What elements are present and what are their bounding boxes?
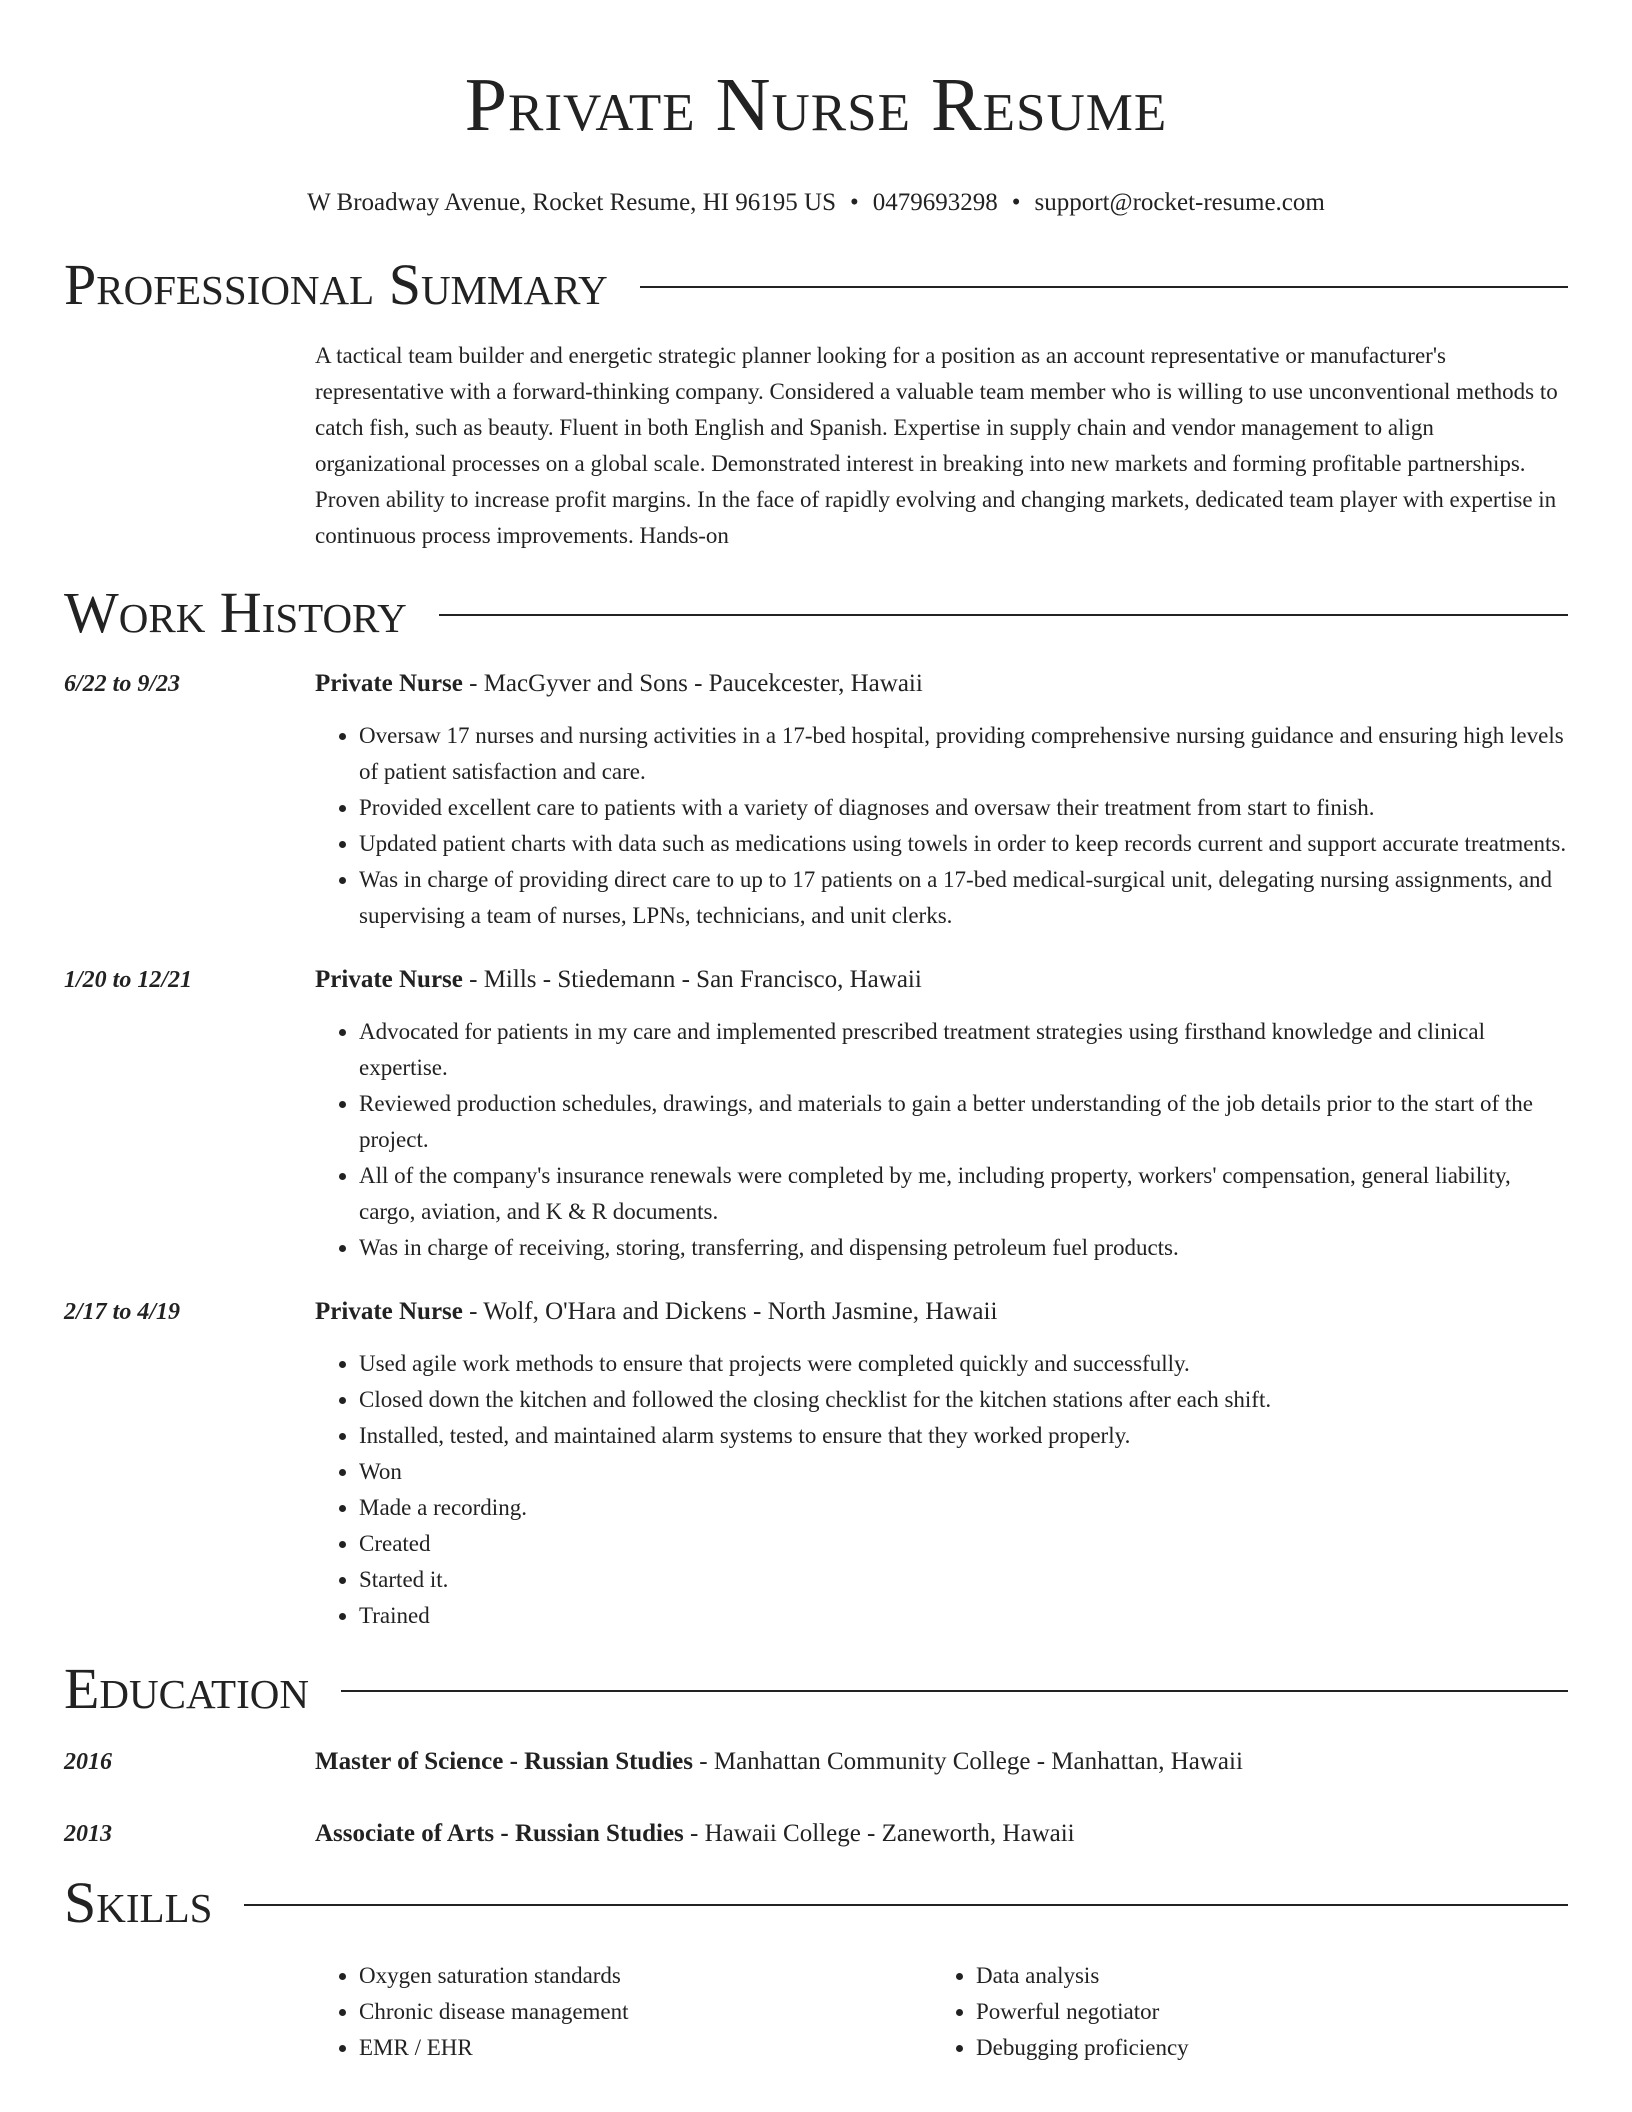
section-header-skills xyxy=(64,1870,1568,1936)
list-item: • Oversaw 17 nurses and nursing activities in a 17-bed hospital, providing comprehensive nursing guidance and ensuring high levels of patient satisfaction and care. xyxy=(359,718,1568,790)
job-employer: - Wolf, O'Hara and Dickens - North Jasmine, Hawaii xyxy=(462,1298,998,1325)
list-item: • Installed, tested, and maintained alarm systems to ensure that they worked properly. xyxy=(359,1418,1568,1454)
education-school: - Manhattan Community College - Manhattan, Hawaii xyxy=(693,1748,1243,1775)
job-dates: 2/17 to 4/19 xyxy=(64,1299,181,1325)
job-details xyxy=(315,666,1568,934)
job-bullets xyxy=(315,1346,1568,1634)
contact-email[interactable]: support@rocket-resume.com xyxy=(1034,189,1325,216)
job-heading xyxy=(315,962,1568,998)
list-item: • Trained xyxy=(359,1598,1568,1634)
list-item: • Closed down the kitchen and followed the closing checklist for the kitchen stations after each shift. xyxy=(359,1382,1568,1418)
contact-phone: 0479693298 xyxy=(872,189,998,216)
list-item: • Advocated for patients in my care and implemented prescribed treatment strategies using firsthand knowledge and clinical expertise. xyxy=(359,1014,1568,1086)
skill-item: • Chronic disease management xyxy=(359,1994,932,2030)
list-item: • Was in charge of providing direct care to up to 17 patients on a 17-bed medical-surgical unit, delegating nursing assignments, and supervising a team of nurses, LPNs, technicians, and unit clerks. xyxy=(359,862,1568,934)
job-entry xyxy=(64,962,1568,1266)
section-divider xyxy=(341,1690,1568,1692)
skill-item: • Debugging proficiency xyxy=(976,2030,1549,2066)
skill-item: • Data analysis xyxy=(976,1958,1549,1994)
job-employer: - MacGyver and Sons - Paucekcester, Hawaii xyxy=(462,670,923,697)
job-bullets xyxy=(315,1014,1568,1266)
education-entry xyxy=(64,1816,1568,1852)
skill-item: • Oxygen saturation standards xyxy=(359,1958,932,1994)
list-item: • All of the company's insurance renewals were completed by me, including property, workers' compensation, general liability, cargo, aviation, and K & R documents. xyxy=(359,1158,1568,1230)
job-employer: - Mills - Stiedemann - San Francisco, Hawaii xyxy=(462,966,922,993)
summary-text: A tactical team builder and energetic strategic planner looking for a position as an account representative or manufacturer's representative with a forward-thinking company. Considered a valuable team member who is willing to use unconventional methods to catch fish, such as beauty. Fluent in both English and Spanish. Expertise in supply chain and vendor management to align organizational processes on a global scale. Demonstrated interest in breaking into new markets and forming profitable partnerships. Proven ability to increase profit margins. In the face of rapidly evolving and changing markets, dedicated team player with expertise in continuous process improvements. Hands-on xyxy=(315,343,1558,548)
education-entry xyxy=(64,1744,1568,1780)
education-year: 2013 xyxy=(64,1821,112,1847)
bullet-separator: • xyxy=(850,189,859,216)
section-header-work-history xyxy=(64,580,1568,646)
job-title: Private Nurse xyxy=(315,670,463,697)
education-degree: Associate of Arts - Russian Studies xyxy=(315,1820,684,1847)
section-divider xyxy=(439,614,1568,616)
list-item: • Updated patient charts with data such as medications using towels in order to keep records current and support accurate treatments. xyxy=(359,826,1568,862)
job-dates: 1/20 to 12/21 xyxy=(64,967,193,993)
contact-address: W Broadway Avenue, Rocket Resume, HI 96195 US xyxy=(307,189,837,216)
education-year: 2016 xyxy=(64,1749,112,1775)
job-title: Private Nurse xyxy=(315,1298,463,1325)
education-degree: Master of Science - Russian Studies xyxy=(315,1748,694,1775)
list-item: • Created xyxy=(359,1526,1568,1562)
job-title: Private Nurse xyxy=(315,966,463,993)
job-entry xyxy=(64,666,1568,934)
job-heading xyxy=(315,666,1568,702)
skills-column-right xyxy=(932,1958,1549,2066)
list-item: • Was in charge of receiving, storing, transferring, and dispensing petroleum fuel products. xyxy=(359,1230,1568,1266)
job-details xyxy=(315,962,1568,1266)
job-entry xyxy=(64,1294,1568,1634)
skills-list xyxy=(315,1958,1568,2066)
section-header-summary xyxy=(64,252,1568,318)
list-item: • Started it. xyxy=(359,1562,1568,1598)
section-title-education: Education xyxy=(64,1656,309,1721)
list-item: • Made a recording. xyxy=(359,1490,1568,1526)
job-bullets xyxy=(315,718,1568,934)
bullet-separator: • xyxy=(1011,189,1021,216)
job-dates: 6/22 to 9/23 xyxy=(64,671,181,697)
list-item: • Provided excellent care to patients with a variety of diagnoses and oversaw their treatment from start to finish. xyxy=(359,790,1568,826)
section-header-education xyxy=(64,1656,1568,1722)
section-divider xyxy=(640,286,1568,288)
education-school: - Hawaii College - Zaneworth, Hawaii xyxy=(683,1820,1075,1847)
section-title-summary: Professional Summary xyxy=(64,252,608,317)
section-divider xyxy=(244,1904,1568,1906)
list-item: • Used agile work methods to ensure that projects were completed quickly and successfully. xyxy=(359,1346,1568,1382)
resume-title: Private Nurse Resume xyxy=(464,63,1168,147)
list-item: • Reviewed production schedules, drawings, and materials to gain a better understanding of the job details prior to the start of the project. xyxy=(359,1086,1568,1158)
contact-line xyxy=(64,188,1568,218)
education-details xyxy=(315,1816,1568,1852)
job-details xyxy=(315,1294,1568,1634)
section-title-work-history: Work History xyxy=(64,580,407,645)
skill-item: • Powerful negotiator xyxy=(976,1994,1549,2030)
list-item: • Won xyxy=(359,1454,1568,1490)
education-details xyxy=(315,1744,1568,1780)
section-title-skills: Skills xyxy=(64,1870,213,1935)
skills-column-left xyxy=(315,1958,932,2066)
skill-item: • EMR / EHR xyxy=(359,2030,932,2066)
job-heading xyxy=(315,1294,1568,1330)
